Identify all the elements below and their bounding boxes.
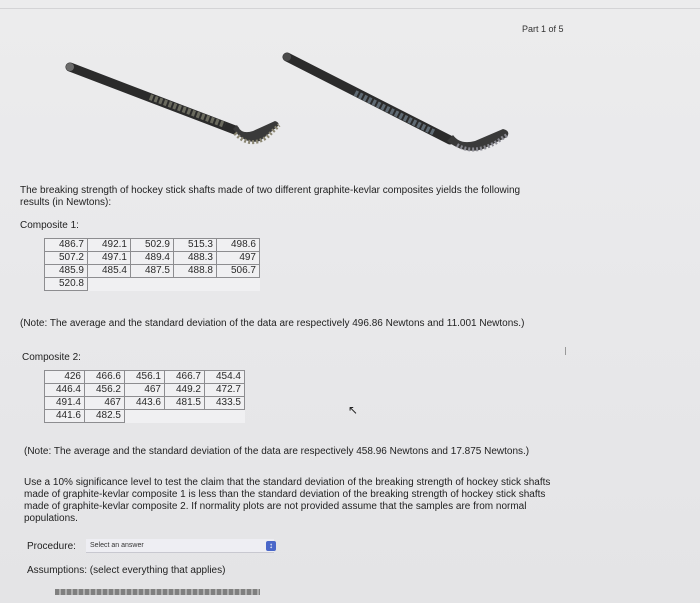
table-cell: 515.3 (174, 239, 217, 252)
table-cell: 482.5 (85, 410, 125, 423)
table-cell: 481.5 (165, 397, 205, 410)
divider-mark (565, 347, 566, 355)
composite2-label: Composite 2: (22, 352, 81, 363)
table-row (45, 278, 260, 291)
table-cell-empty (88, 278, 131, 291)
table-cell-empty (174, 278, 217, 291)
table-row (45, 239, 260, 252)
note-composite1: (Note: The average and the standard deviation of the data are respectively 496.86 Newtons and 11.001 Newtons.) (20, 318, 525, 329)
composite1-label: Composite 1: (20, 220, 79, 231)
table-cell-empty (125, 410, 165, 423)
table-cell: 486.7 (45, 239, 88, 252)
table-cell: 520.8 (45, 278, 88, 291)
table-row (45, 265, 260, 278)
hockey-stick-left (66, 63, 279, 142)
procedure-label: Procedure: (27, 541, 76, 552)
table-cell: 488.3 (174, 252, 217, 265)
procedure-select[interactable]: Select an answer (86, 539, 274, 553)
table-cell: 426 (45, 371, 85, 384)
table-cell: 456.2 (85, 384, 125, 397)
part-indicator: Part 1 of 5 (522, 24, 564, 34)
table-cell: 467 (85, 397, 125, 410)
table-cell: 446.4 (45, 384, 85, 397)
table-cell: 489.4 (131, 252, 174, 265)
table-cell: 492.1 (88, 239, 131, 252)
table-cell: 487.5 (131, 265, 174, 278)
table-row (45, 384, 245, 397)
assumptions-label: Assumptions: (select everything that applies) (27, 565, 226, 576)
table-cell: 506.7 (217, 265, 260, 278)
composite1-table (44, 238, 260, 291)
table-row (45, 252, 260, 265)
cutoff-option-text (55, 589, 260, 595)
hockey-stick-right (283, 53, 508, 151)
table-cell: 443.6 (125, 397, 165, 410)
chevron-updown-icon[interactable]: ↕ (266, 541, 276, 551)
table-cell: 449.2 (165, 384, 205, 397)
table-cell-empty (131, 278, 174, 291)
composite2-table (44, 370, 245, 423)
table-cell: 488.8 (174, 265, 217, 278)
table-cell: 454.4 (205, 371, 245, 384)
table-cell-empty (165, 410, 205, 423)
table-cell: 472.7 (205, 384, 245, 397)
question-text: Use a 10% significance level to test the claim that the standard deviation of the breaking strength of hockey stick shafts made of graphite-kevlar composite 1 is less than the standard deviation of the breaking strength of hockey stick shafts made of graphite-kevlar composite 2. If normality plots are not provided assume that the samples are from normal populations. (24, 477, 551, 524)
table-cell: 497 (217, 252, 260, 265)
table-cell: 507.2 (45, 252, 88, 265)
note-composite2: (Note: The average and the standard deviation of the data are respectively 458.96 Newtons and 17.875 Newtons.) (24, 446, 530, 457)
table-cell-empty (205, 410, 245, 423)
table-cell: 466.6 (85, 371, 125, 384)
table-cell: 441.6 (45, 410, 85, 423)
table-cell: 467 (125, 384, 165, 397)
table-row (45, 371, 245, 384)
mouse-cursor-icon: ↖ (348, 403, 359, 417)
problem-intro: The breaking strength of hockey stick shafts made of two different graphite-kevlar composites yields the following results (in Newtons): (20, 185, 521, 208)
table-cell: 456.1 (125, 371, 165, 384)
table-cell: 491.4 (45, 397, 85, 410)
table-cell: 497.1 (88, 252, 131, 265)
table-cell: 502.9 (131, 239, 174, 252)
table-cell: 466.7 (165, 371, 205, 384)
table-cell: 485.4 (88, 265, 131, 278)
table-cell-empty (217, 278, 260, 291)
divider (0, 8, 700, 9)
table-cell: 433.5 (205, 397, 245, 410)
hockey-sticks-image (55, 45, 525, 175)
table-cell: 498.6 (217, 239, 260, 252)
table-row (45, 410, 245, 423)
table-row (45, 397, 245, 410)
table-cell: 485.9 (45, 265, 88, 278)
